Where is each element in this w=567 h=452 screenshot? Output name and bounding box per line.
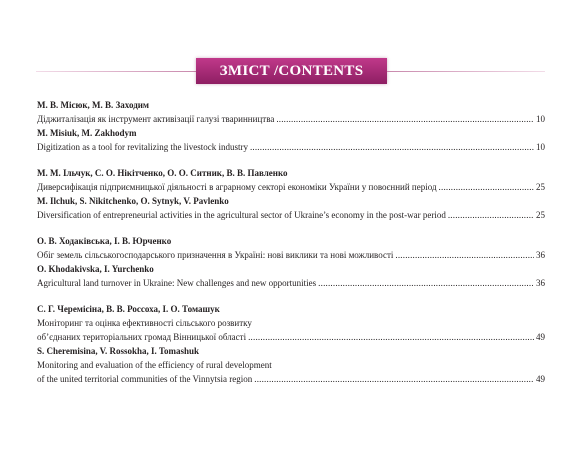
dot-leader <box>276 112 534 126</box>
toc-line-en[interactable] <box>37 372 545 386</box>
dot-leader <box>248 330 534 344</box>
dot-leader <box>439 180 534 194</box>
article-title-ua: Обіг земель сільськогосподарського призначення в Україні: нові виклики та нові можливості <box>37 250 394 260</box>
dot-leader <box>318 276 534 290</box>
article-title-ua-line-1[interactable]: Моніторинг та оцінка ефективності сільського розвитку <box>37 318 252 328</box>
toc-line-ua[interactable] <box>37 112 545 126</box>
toc-line-ua[interactable] <box>37 248 545 262</box>
dot-leader <box>250 140 534 154</box>
authors-ua: О. В. Ходаківська, І. В. Юрченко <box>37 236 172 246</box>
page-number: 49 <box>536 374 545 384</box>
toc-entry <box>37 302 545 386</box>
toc-line-en[interactable] <box>37 140 545 154</box>
authors-en: S. Cheremisina, V. Rossokha, I. Tomashuk <box>37 346 200 356</box>
toc-line-en[interactable] <box>37 276 545 290</box>
page-number: 25 <box>536 210 545 220</box>
toc-line-ua[interactable] <box>37 180 545 194</box>
article-title-en-line-1[interactable]: Monitoring and evaluation of the efficiency of rural development <box>37 360 272 370</box>
page-number: 49 <box>536 332 545 342</box>
authors-en: M. Ilchuk, S. Nikitchenko, O. Sytnyk, V. Pavlenko <box>37 196 229 206</box>
dot-leader <box>254 372 534 386</box>
authors-ua: М. В. Місюк, М. В. Заходим <box>37 100 150 110</box>
toc-line-ua[interactable] <box>37 330 545 344</box>
page-number: 10 <box>536 142 545 152</box>
table-of-contents <box>37 98 545 398</box>
toc-line-en[interactable] <box>37 208 545 222</box>
authors-en: O. Khodakivska, I. Yurchenko <box>37 264 154 274</box>
page-number: 10 <box>536 114 545 124</box>
authors-ua: С. Г. Черемісіна, В. В. Россоха, І. О. Томашук <box>37 304 220 314</box>
article-title-ua-line-2: об’єднаних територіальних громад Вінницької області <box>37 332 247 342</box>
toc-entry <box>37 166 545 222</box>
toc-entry <box>37 98 545 154</box>
page-number: 25 <box>536 182 545 192</box>
article-title-en: Agricultural land turnover in Ukraine: New challenges and new opportunities <box>37 278 317 288</box>
toc-entry <box>37 234 545 290</box>
article-title-en-line-2: of the united territorial communities of the Vinnytsia region <box>37 374 253 384</box>
header-rule-right <box>387 71 545 72</box>
contents-title: ЗМІСТ /CONTENTS <box>196 58 387 84</box>
authors-ua: М. М. Ільчук, С. О. Нікітченко, О. О. Ситник, В. В. Павленко <box>37 168 288 178</box>
article-title-ua: Диверсифікація підприємницької діяльності в аграрному секторі економіки України у повоєнний період <box>37 182 437 192</box>
page-number: 36 <box>536 250 545 260</box>
dot-leader <box>395 248 534 262</box>
authors-en: M. Misiuk, M. Zakhodym <box>37 128 137 138</box>
page-number: 36 <box>536 278 545 288</box>
article-title-en: Diversification of entrepreneurial activities in the agricultural sector of Ukraine’s economy in the post-war period <box>37 210 446 220</box>
article-title-ua: Діджиталізація як інструмент активізації галузі тваринництва <box>37 114 275 124</box>
dot-leader <box>448 208 534 222</box>
contents-header <box>0 56 567 86</box>
article-title-en: Digitization as a tool for revitalizing the livestock industry <box>37 142 248 152</box>
header-rule-left <box>36 71 196 72</box>
